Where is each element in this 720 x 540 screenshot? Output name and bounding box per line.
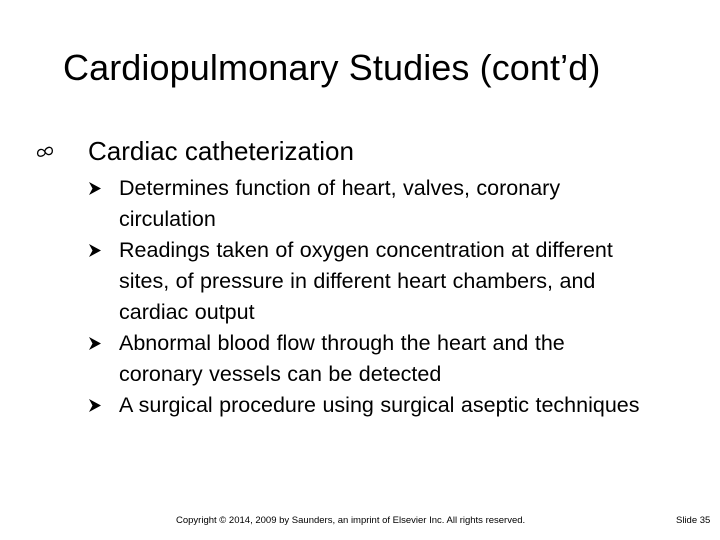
- main-bullet-item: [36, 134, 696, 168]
- sub-bullet-text: Abnormal blood flow through the heart and the coronary vessels can be detected: [119, 331, 565, 386]
- copyright-footer: Copyright © 2014, 2009 by Saunders, an imprint of Elsevier Inc. All rights reserved.: [176, 515, 526, 526]
- arrow-bullet-icon: [88, 398, 102, 413]
- arrow-bullet-icon: [88, 181, 102, 196]
- loop-bullet-icon: [36, 146, 54, 158]
- sub-bullet-list: [88, 173, 648, 421]
- main-bullet-text: Cardiac catheterization: [88, 136, 354, 166]
- sub-bullet-item: [88, 235, 648, 328]
- slide-number: Slide 35: [676, 515, 711, 526]
- sub-bullet-text: A surgical procedure using surgical aseptic techniques: [119, 393, 640, 417]
- sub-bullet-text: Readings taken of oxygen concentration at different sites, of pressure in different heart chambers, and cardiac output: [119, 238, 613, 324]
- sub-bullet-item: [88, 390, 648, 421]
- arrow-bullet-icon: [88, 243, 102, 258]
- sub-bullet-item: [88, 173, 648, 235]
- arrow-bullet-icon: [88, 336, 102, 351]
- sub-bullet-text: Determines function of heart, valves, coronary circulation: [119, 176, 561, 231]
- main-bullet-list: [36, 134, 696, 168]
- sub-bullet-item: [88, 328, 648, 390]
- slide-title: Cardiopulmonary Studies (cont’d): [63, 47, 601, 88]
